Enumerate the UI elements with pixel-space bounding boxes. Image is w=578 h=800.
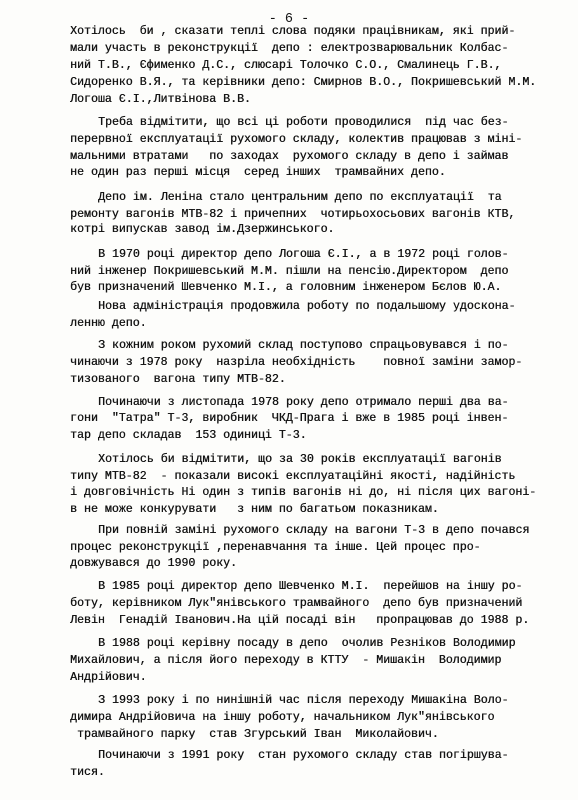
text-line: ленню депо. [70, 317, 147, 330]
text-line: боту, керівником Лук"янівського трамвайного депо був призначений [70, 597, 523, 610]
text-line: Хотілось би відмітити, що за 30 років експлуатації вагонів [98, 453, 502, 466]
text-line: і довговічність Ні один з типів вагонів ні до, ні після цих вагоні- [70, 486, 537, 499]
text-line: Треба відмітити, що всі ці роботи проводилися під час без- [98, 116, 509, 129]
text-line: не один раз перші місця серед інших трамвайних депо. [70, 166, 446, 179]
text-line: В 1970 році директор депо Логоша Є.І., а в 1972 році голов- [98, 248, 509, 261]
text-line: ремонту вагонів МТВ-82 і причепних чотирьохосьових вагонів КТВ, [70, 208, 516, 221]
page-number: - 6 - [268, 12, 310, 27]
text-line: процес реконструкції ,перенавчання та інше. Цей процес про- [70, 541, 481, 554]
text-line: димира Андрійовича на іншу роботу, начальником Лук"янівського [70, 711, 495, 724]
text-line: Нова адміністрація продовжила роботу по подальшому удоскона- [98, 300, 516, 313]
text-line: мали участь в реконструкції депо : електрозварювальник Колбас- [70, 42, 509, 55]
text-line: Левін Генадій Іванович.На цій посаді він пропрацював до 1988 р. [70, 614, 530, 627]
text-line: трамвайного парку став Згурський Іван Миколайович. [70, 728, 439, 741]
text-line: В 1988 році керівну посаду в депо очолив Резніков Володимир [98, 637, 516, 650]
text-line: тар депо складав 153 одиниці Т-3. [70, 429, 307, 442]
text-line: чинаючи з 1978 року назріла необхідність повної заміни замор- [70, 356, 523, 369]
text-line: З кожним роком рухомий склад поступово спрацьовувався і по- [98, 339, 509, 352]
text-line: Андрійович. [70, 671, 147, 684]
text-line: був призначений Шевченко М.І., а головним інженером Бєлов Ю.А. [70, 281, 502, 294]
text-line: перервної експлуатації рухомого складу, колектив працював з міні- [70, 133, 523, 146]
text-line: ний Т.В., Єфименко Д.С., слюсарі Толочко С.О., Смалинець Г.В., [70, 59, 502, 72]
text-line: Сидоренко В.Я., та керівники депо: Смирнов В.О., Покришевський М.М. [70, 76, 537, 89]
text-line: довжувався до 1990 року. [70, 557, 237, 570]
text-line: котрі випускав завод ім.Дзержинського. [70, 223, 335, 236]
text-line: Депо ім. Леніна стало центральним депо по експлуатації та [98, 191, 502, 204]
text-line: Починаючи з 1991 року стан рухомого складу став погіршува- [98, 749, 509, 762]
text-line: Хотілось би , сказати теплі слова подяки працівникам, які прий- [70, 25, 516, 38]
text-line: мальними втратами по заходах рухомого складу в депо і займав [70, 150, 509, 163]
text-line: Михайлович, а після його переходу в КТТУ - Мишакін Володимир [70, 654, 502, 667]
text-line: Логоша Є.І.,Литвінова В.В. [70, 93, 251, 106]
text-line: гони "Татра" Т-3, виробник ЧКД-Прага і вже в 1985 році інвен- [70, 412, 509, 425]
text-line: Починаючи з листопада 1978 року депо отримало перші два ва- [98, 396, 509, 409]
text-line: В 1985 році директор депо Шевченко М.І. перейшов на іншу ро- [98, 580, 523, 593]
text-line: При повній заміні рухомого складу на вагони Т-3 в депо почався [98, 524, 530, 537]
text-line: ний інженер Покришевський М.М. пішли на пенсію.Директором депо [70, 265, 509, 278]
text-line: в не може конкурувати з ним по багатьом показникам. [70, 503, 439, 516]
text-line: З 1993 року і по нинішній час після переходу Мишакіна Воло- [98, 694, 509, 707]
text-line: тизованого вагона типу МТВ-82. [70, 373, 286, 386]
text-line: типу МТВ-82 - показали високі експлуатаційні якості, надійність [70, 470, 516, 483]
text-line: тися. [70, 766, 105, 779]
